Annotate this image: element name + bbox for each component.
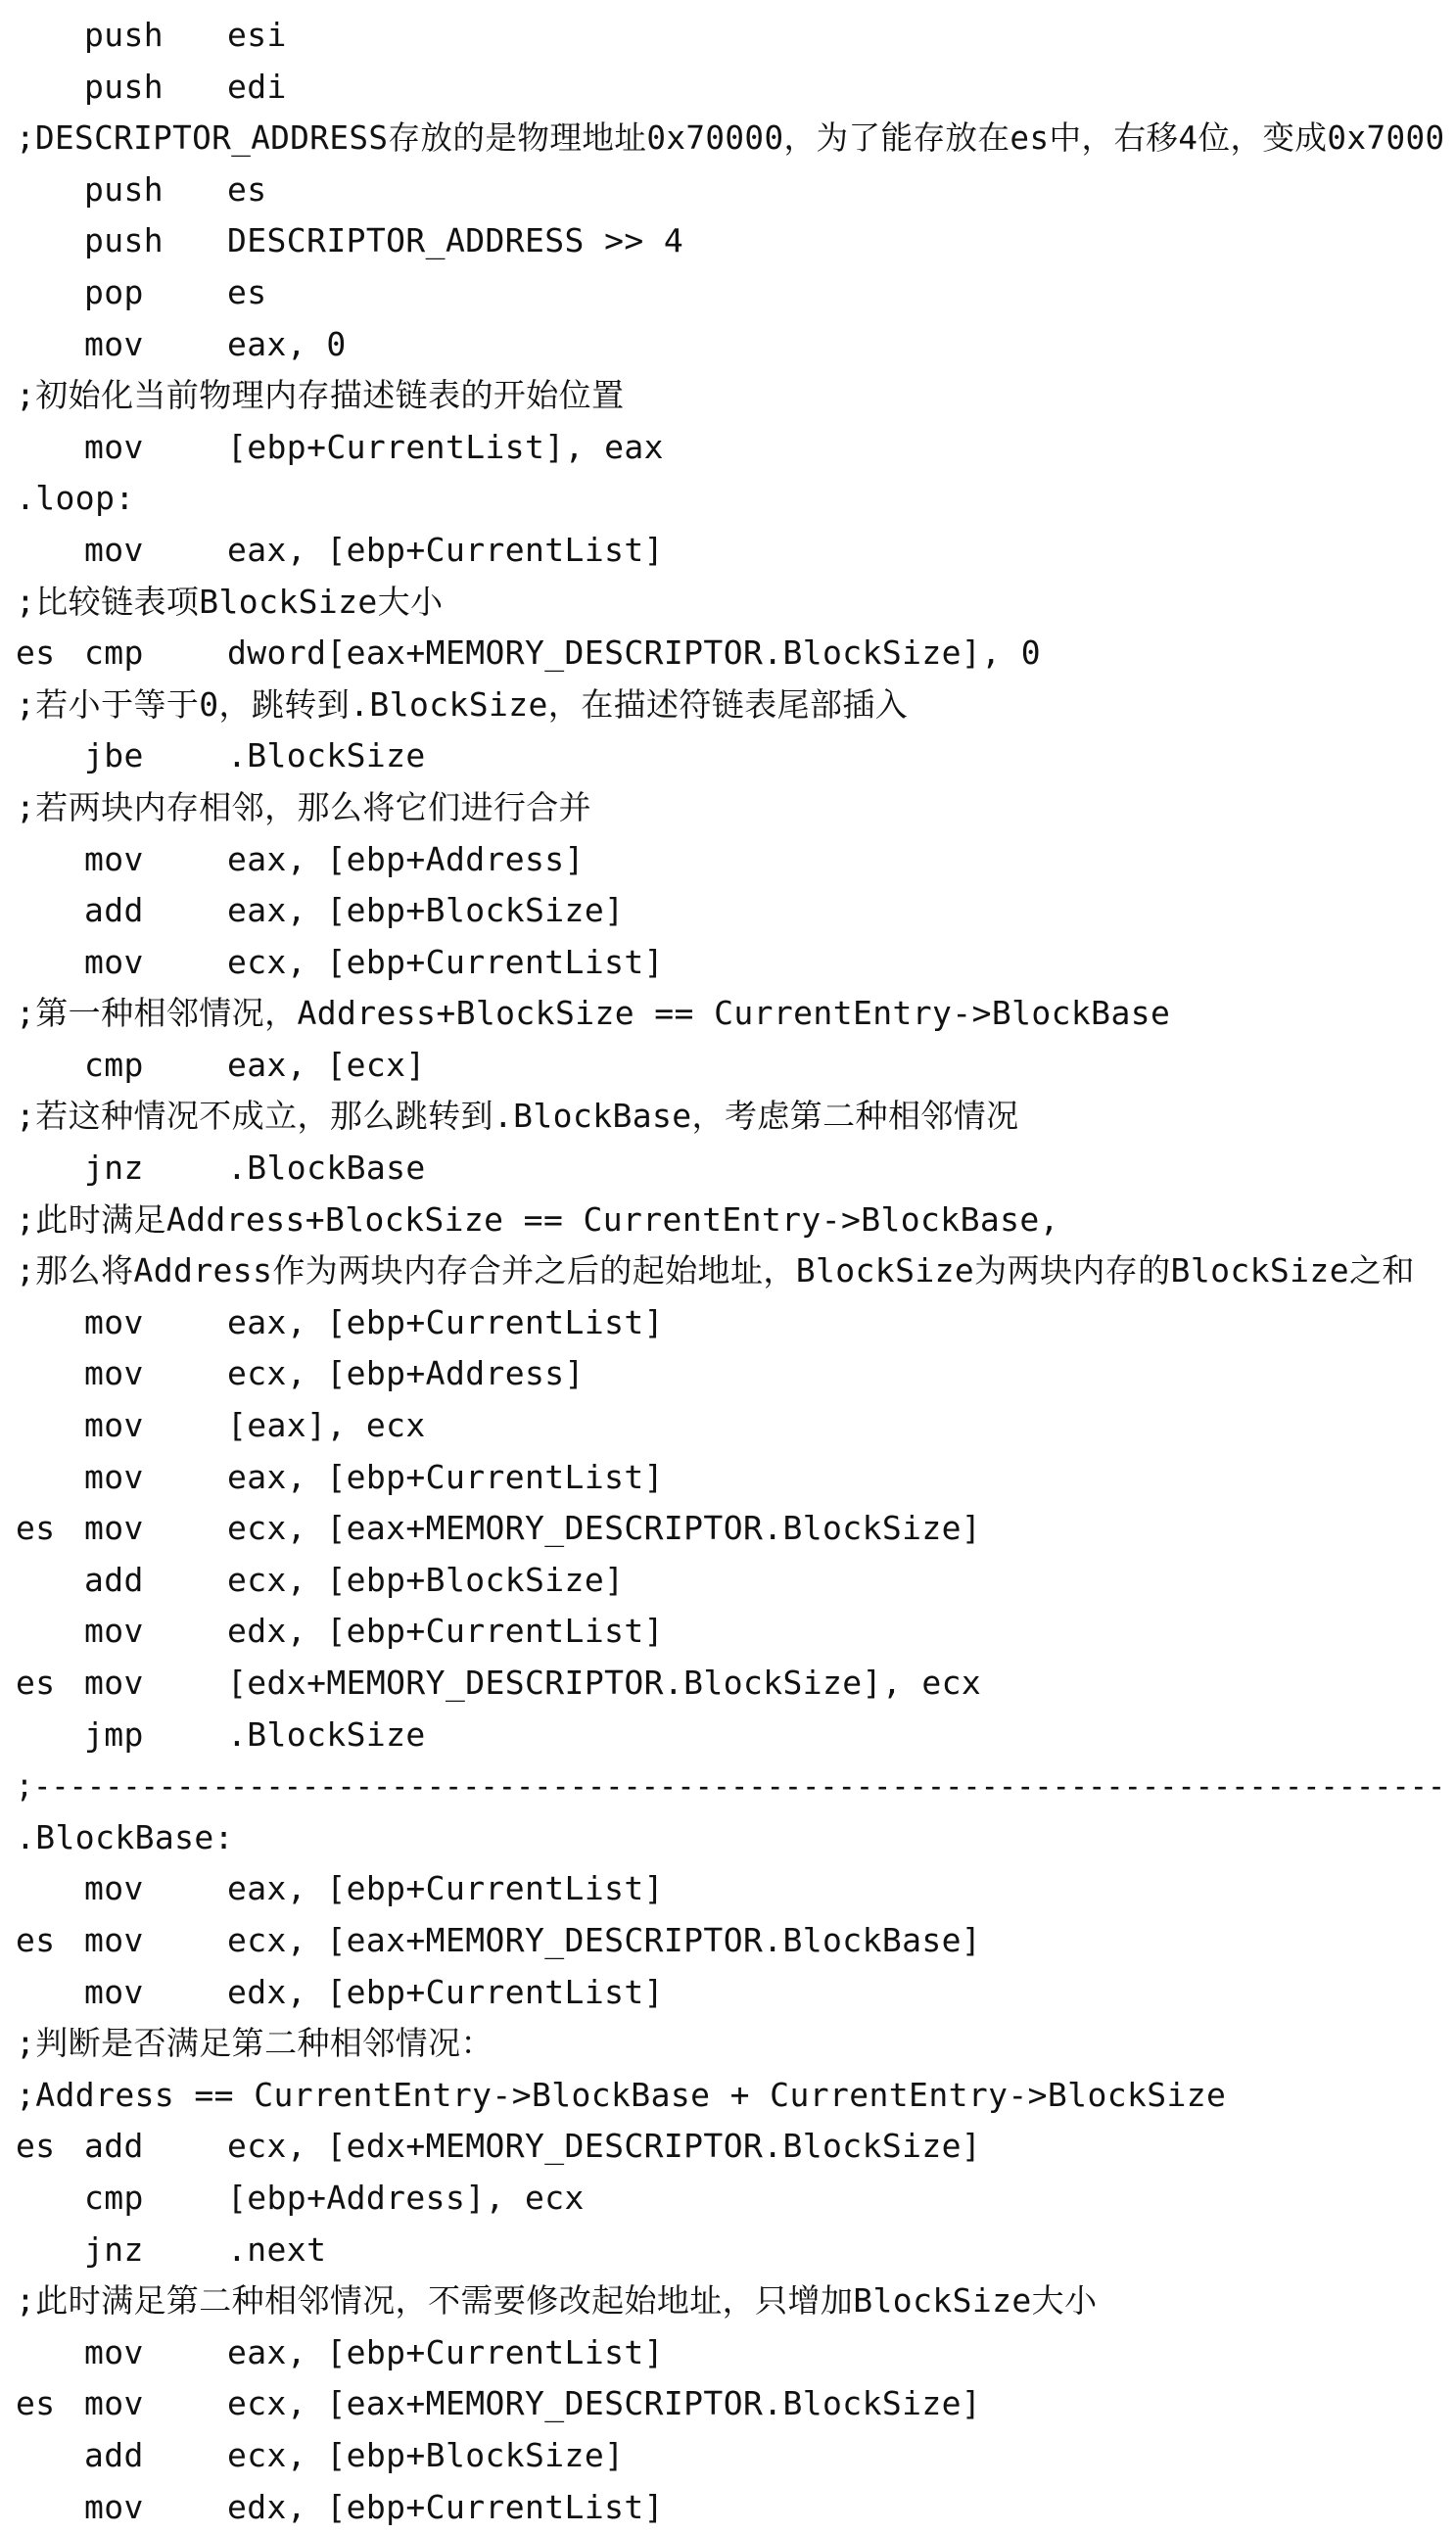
instruction-operands: ecx, [edx+MEMORY_DESCRIPTOR.BlockSize] <box>227 2127 982 2166</box>
instruction-line <box>16 10 1445 62</box>
instruction-line <box>16 2173 1445 2225</box>
instruction-line <box>16 2378 1445 2430</box>
code-comment: ;第一种相邻情况，Address+BlockSize == CurrentEntry->BlockBase <box>16 994 1171 1033</box>
comment-line <box>16 2070 1445 2122</box>
instruction-mnemonic: cmp <box>84 1045 144 1084</box>
instruction-mnemonic: mov <box>84 1869 144 1908</box>
instruction-line <box>16 319 1445 371</box>
comment-line <box>16 2275 1445 2327</box>
instruction-mnemonic: push <box>84 16 164 54</box>
instruction-line <box>16 885 1445 937</box>
comment-line <box>16 680 1445 731</box>
instruction-line <box>16 62 1445 114</box>
instruction-mnemonic: jnz <box>84 1149 144 1188</box>
instruction-operands: .BlockSize <box>227 1714 426 1754</box>
instruction-mnemonic: add <box>84 1560 144 1599</box>
comment-line <box>16 1091 1445 1143</box>
instruction-operands: dword[eax+MEMORY_DESCRIPTOR.BlockSize], 0 <box>227 633 1041 673</box>
instruction-operands: esi <box>227 16 287 54</box>
instruction-mnemonic: mov <box>84 1920 144 1959</box>
instruction-line <box>16 1606 1445 1658</box>
code-comment: ;若小于等于0，跳转到.BlockSize，在描述符链表尾部插入 <box>16 684 909 724</box>
instruction-operands: eax, [ebp+Address] <box>227 839 585 878</box>
instruction-operands: edx, [ebp+CurrentList] <box>227 2487 664 2526</box>
code-label-line <box>16 1812 1445 1864</box>
instruction-operands: ecx, [eax+MEMORY_DESCRIPTOR.BlockSize] <box>227 1509 982 1548</box>
instruction-operands: edi <box>227 67 287 106</box>
code-comment: ;初始化当前物理内存描述链表的开始位置 <box>16 376 625 415</box>
instruction-line <box>16 730 1445 782</box>
instruction-mnemonic: add <box>84 891 144 930</box>
instruction-operands: eax, 0 <box>227 324 347 363</box>
instruction-line <box>16 422 1445 474</box>
instruction-mnemonic: cmp <box>84 2178 144 2217</box>
instruction-operands: ecx, [ebp+Address] <box>227 1354 585 1393</box>
instruction-line <box>16 1863 1445 1915</box>
instruction-operands: ecx, [eax+MEMORY_DESCRIPTOR.BlockBase] <box>227 1920 982 1959</box>
instruction-line <box>16 1658 1445 1710</box>
instruction-operands: eax, [ebp+CurrentList] <box>227 530 664 569</box>
instruction-operands: [eax], ecx <box>227 1406 426 1445</box>
code-comment: ;若这种情况不成立，那么跳转到.BlockBase，考虑第二种相邻情况 <box>16 1097 1019 1136</box>
instruction-line <box>16 1915 1445 1967</box>
code-label: .BlockBase: <box>16 1817 234 1856</box>
instruction-operands: [ebp+Address], ecx <box>227 2178 585 2217</box>
comment-line <box>16 1245 1445 1297</box>
instruction-operands: eax, [ecx] <box>227 1045 426 1084</box>
instruction-operands: eax, [ebp+CurrentList] <box>227 2332 664 2371</box>
instruction-line <box>16 834 1445 886</box>
instruction-operands: eax, [ebp+CurrentList] <box>227 1302 664 1341</box>
instruction-operands: es <box>227 272 267 311</box>
instruction-mnemonic: mov <box>84 1509 144 1548</box>
instruction-mnemonic: jbe <box>84 736 144 775</box>
comment-line <box>16 782 1445 834</box>
instruction-operands: edx, [ebp+CurrentList] <box>227 1612 664 1651</box>
instruction-mnemonic: mov <box>84 1354 144 1393</box>
instruction-operands: ecx, [eax+MEMORY_DESCRIPTOR.BlockSize] <box>227 2384 982 2423</box>
instruction-line <box>16 1710 1445 1761</box>
instruction-line <box>16 2225 1445 2276</box>
code-label: .loop: <box>16 479 135 518</box>
instruction-mnemonic: mov <box>84 839 144 878</box>
instruction-line <box>16 2430 1445 2482</box>
code-comment: ;DESCRIPTOR_ADDRESS存放的是物理地址0x70000，为了能存放在es中，右移4位，变成0x7000 <box>16 118 1445 158</box>
instruction-line <box>16 1452 1445 1504</box>
instruction-operands: eax, [ebp+BlockSize] <box>227 891 625 930</box>
comment-line <box>16 370 1445 422</box>
instruction-mnemonic: add <box>84 2435 144 2474</box>
instruction-line <box>16 164 1445 216</box>
instruction-operands: DESCRIPTOR_ADDRESS >> 4 <box>227 221 684 260</box>
instruction-line <box>16 628 1445 680</box>
code-comment: ;此时满足Address+BlockSize == CurrentEntry->BlockBase, <box>16 1199 1059 1239</box>
code-comment: ;Address == CurrentEntry->BlockBase + CurrentEntry->BlockSize <box>16 2075 1227 2114</box>
segment-prefix: es <box>16 1509 56 1548</box>
instruction-operands: eax, [ebp+CurrentList] <box>227 1457 664 1496</box>
instruction-line <box>16 1348 1445 1400</box>
instruction-mnemonic: cmp <box>84 633 144 673</box>
instruction-mnemonic: push <box>84 169 164 209</box>
instruction-line <box>16 215 1445 267</box>
instruction-mnemonic: jnz <box>84 2229 144 2269</box>
instruction-operands: .next <box>227 2229 327 2269</box>
instruction-mnemonic: jmp <box>84 1714 144 1754</box>
instruction-line <box>16 1555 1445 1607</box>
instruction-operands: eax, [ebp+CurrentList] <box>227 1869 664 1908</box>
instruction-mnemonic: mov <box>84 1664 144 1702</box>
instruction-line <box>16 1297 1445 1349</box>
comment-line <box>16 1760 1445 1812</box>
instruction-line <box>16 1040 1445 1092</box>
code-comment: ;比较链表项BlockSize大小 <box>16 582 444 621</box>
instruction-mnemonic: mov <box>84 2487 144 2526</box>
segment-prefix: es <box>16 633 56 673</box>
instruction-line <box>16 937 1445 989</box>
instruction-operands: ecx, [ebp+CurrentList] <box>227 942 664 981</box>
instruction-operands: [edx+MEMORY_DESCRIPTOR.BlockSize], ecx <box>227 1664 982 1702</box>
code-comment: ;那么将Address作为两块内存合并之后的起始地址，BlockSize为两块内存的BlockSize之和 <box>16 1251 1415 1290</box>
instruction-mnemonic: add <box>84 2127 144 2166</box>
comment-line <box>16 988 1445 1040</box>
instruction-operands: edx, [ebp+CurrentList] <box>227 1972 664 2011</box>
instruction-operands: .BlockSize <box>227 736 426 775</box>
instruction-mnemonic: mov <box>84 942 144 981</box>
comment-line <box>16 1195 1445 1246</box>
instruction-line <box>16 267 1445 319</box>
instruction-operands: es <box>227 169 267 209</box>
instruction-operands: ecx, [ebp+BlockSize] <box>227 2435 625 2474</box>
instruction-mnemonic: mov <box>84 1972 144 2011</box>
code-comment: ;此时满足第二种相邻情况，不需要修改起始地址，只增加BlockSize大小 <box>16 2281 1098 2321</box>
segment-prefix: es <box>16 2127 56 2166</box>
segment-prefix: es <box>16 2384 56 2423</box>
instruction-mnemonic: mov <box>84 2332 144 2371</box>
instruction-line <box>16 2482 1445 2533</box>
instruction-mnemonic: mov <box>84 324 144 363</box>
comment-line <box>16 577 1445 629</box>
segment-prefix: es <box>16 1920 56 1959</box>
comment-line <box>16 113 1445 164</box>
code-comment: ;判断是否满足第二种相邻情况： <box>16 2024 493 2063</box>
code-comment: ;------------------------------------------------------------------------------- <box>16 1766 1446 1806</box>
instruction-mnemonic: mov <box>84 1612 144 1651</box>
instruction-mnemonic: mov <box>84 427 144 466</box>
instruction-line <box>16 525 1445 577</box>
instruction-mnemonic: mov <box>84 1406 144 1445</box>
instruction-line <box>16 1400 1445 1452</box>
code-listing <box>16 10 1445 2533</box>
instruction-mnemonic: mov <box>84 2384 144 2423</box>
instruction-operands: .BlockBase <box>227 1149 426 1188</box>
instruction-operands: [ebp+CurrentList], eax <box>227 427 664 466</box>
instruction-mnemonic: push <box>84 67 164 106</box>
instruction-mnemonic: mov <box>84 1457 144 1496</box>
comment-line <box>16 2018 1445 2070</box>
instruction-line <box>16 2121 1445 2173</box>
code-label-line <box>16 473 1445 525</box>
instruction-mnemonic: push <box>84 221 164 260</box>
instruction-line <box>16 2327 1445 2379</box>
instruction-line <box>16 1503 1445 1555</box>
instruction-mnemonic: pop <box>84 272 144 311</box>
instruction-mnemonic: mov <box>84 530 144 569</box>
instruction-line <box>16 1967 1445 2019</box>
instruction-mnemonic: mov <box>84 1302 144 1341</box>
code-comment: ;若两块内存相邻，那么将它们进行合并 <box>16 787 592 826</box>
instruction-line <box>16 1143 1445 1195</box>
instruction-operands: ecx, [ebp+BlockSize] <box>227 1560 625 1599</box>
segment-prefix: es <box>16 1664 56 1702</box>
